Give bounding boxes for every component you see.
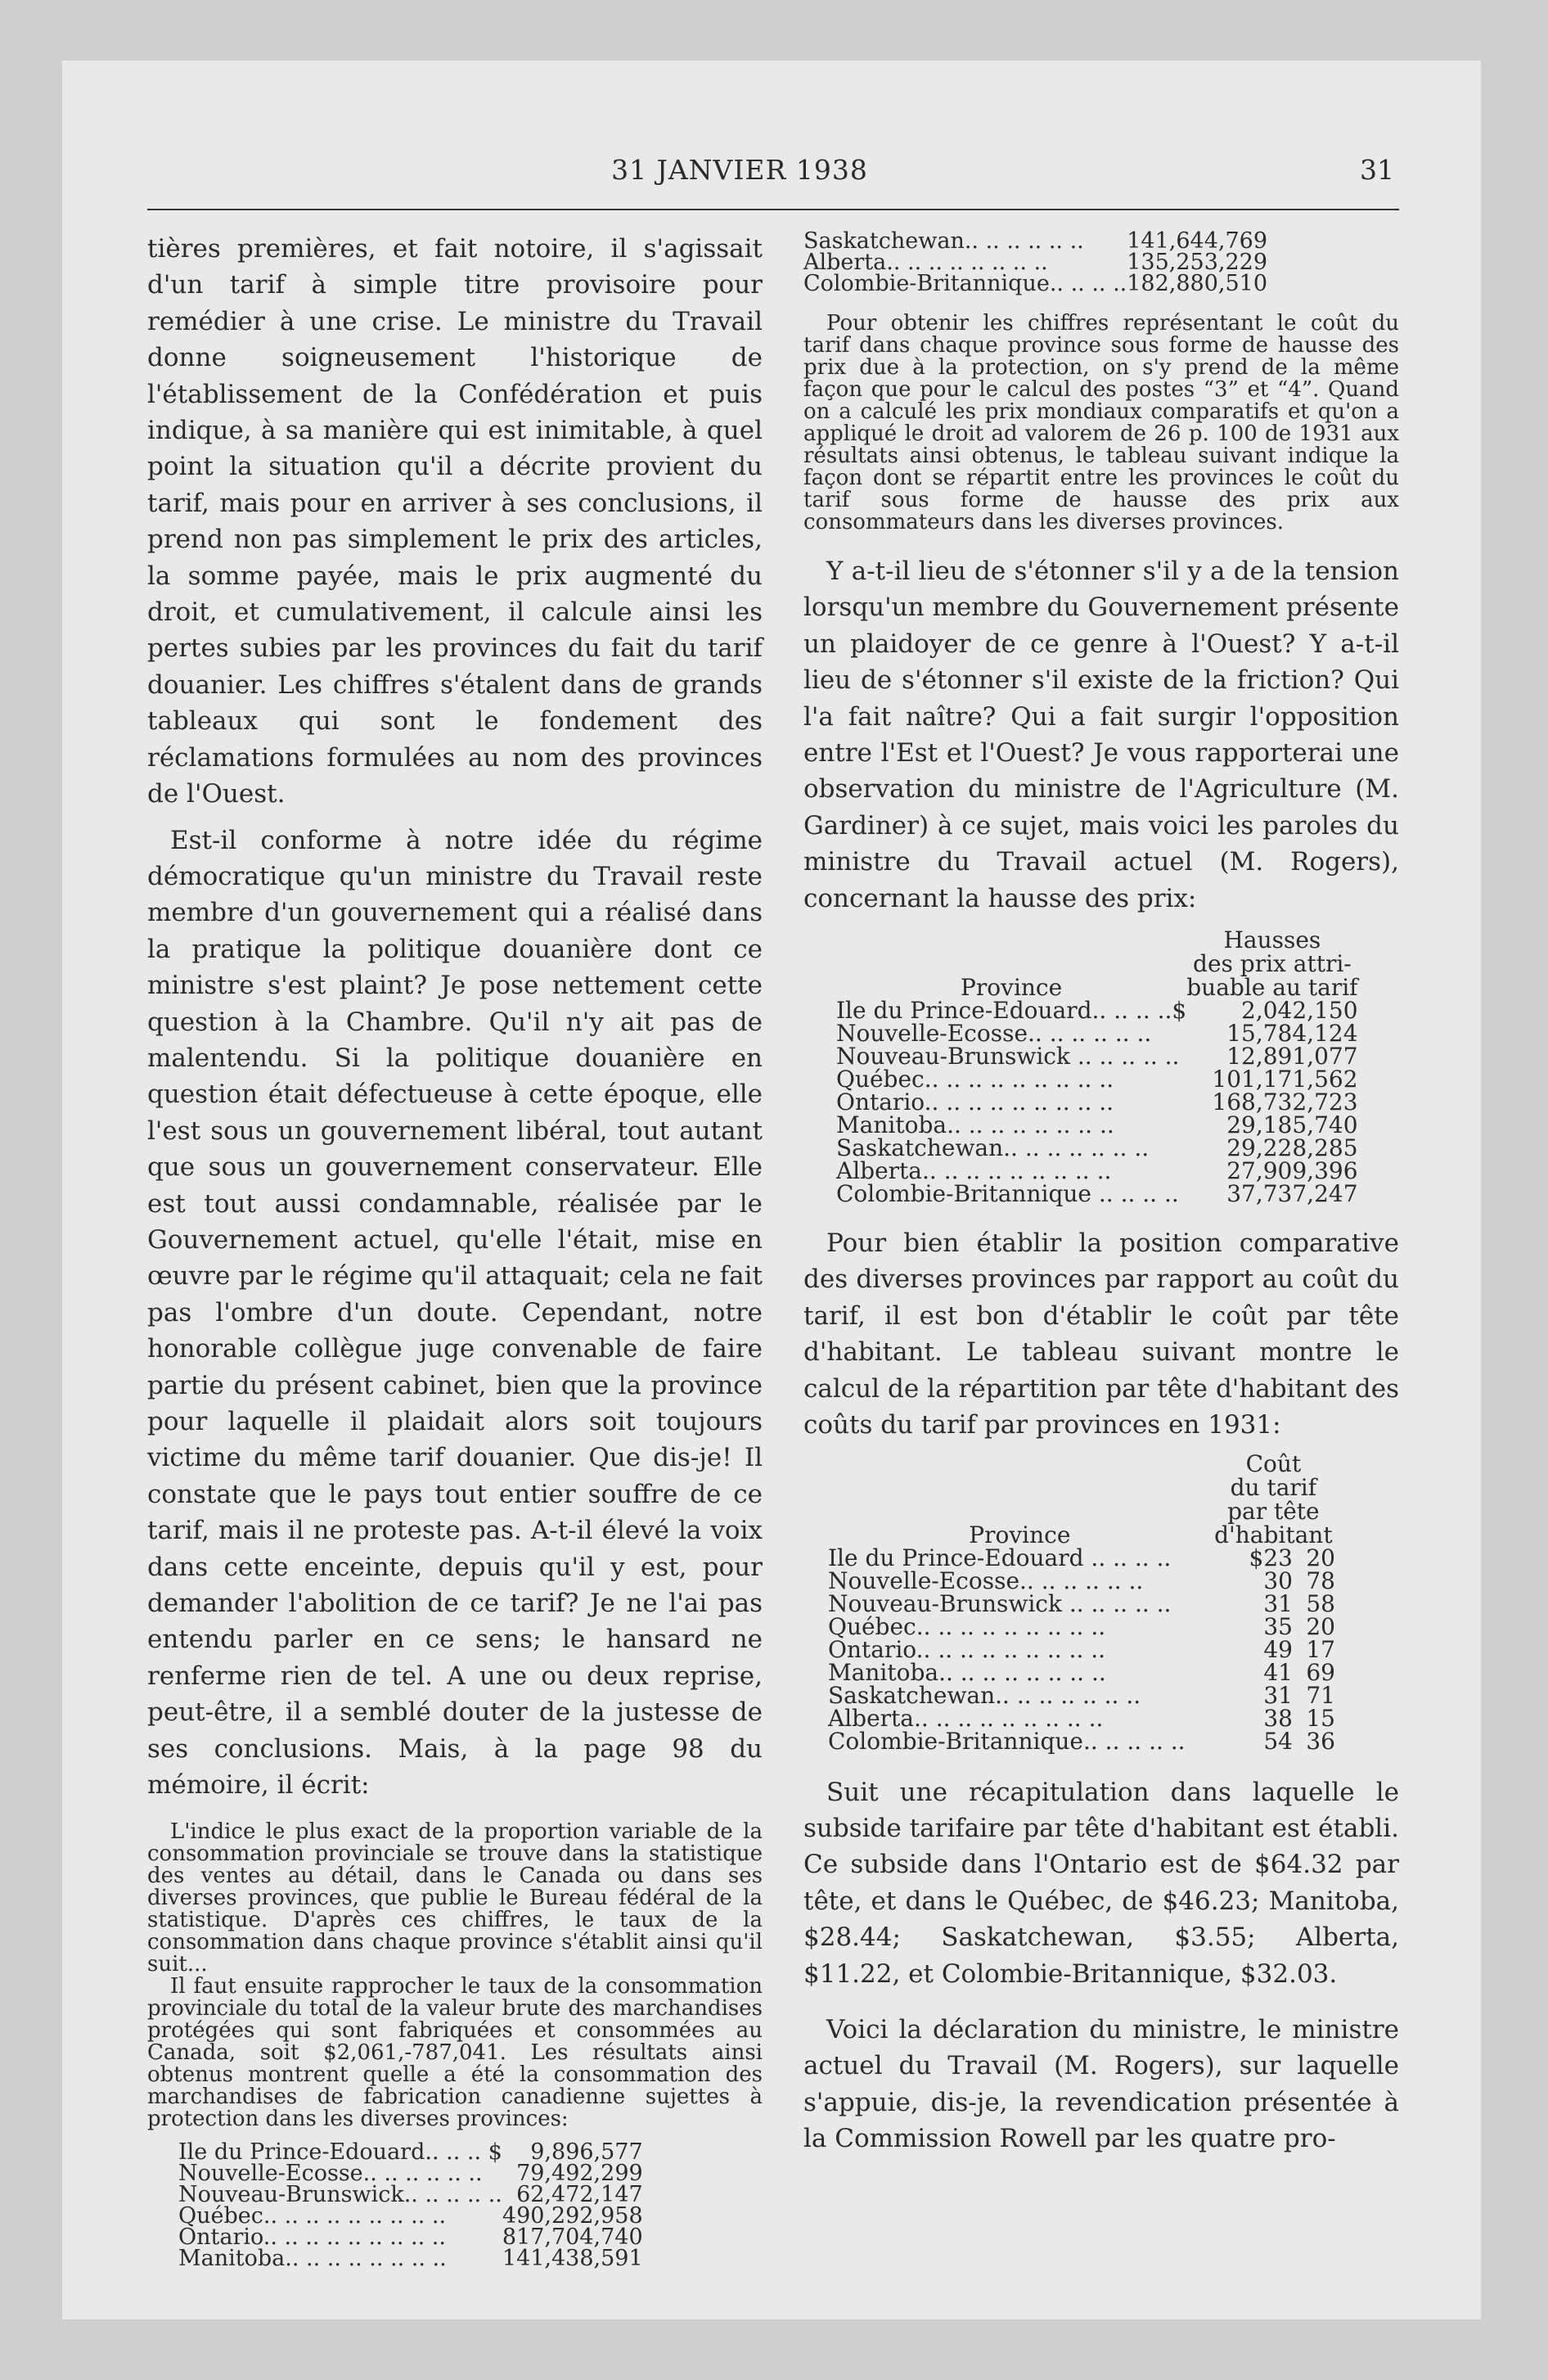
column-header [1186, 926, 1358, 1002]
value-cell: 29,228,285 [1226, 1134, 1358, 1162]
table-row [836, 1183, 1358, 1206]
table-row [836, 1045, 1358, 1068]
value-cell: 168,732,723 [1212, 1089, 1358, 1116]
province-cell: Ile du Prince-Edouard .. .. .. .. [828, 1544, 1172, 1571]
table-row [836, 1022, 1358, 1045]
province-cell: Manitoba.. .. .. .. .. .. .. .. [828, 1658, 1106, 1686]
province-cell: Alberta.. .. .. .. .. .. .. .. .. [836, 1157, 1112, 1185]
header-rule [147, 209, 1399, 210]
table-row [836, 1160, 1358, 1183]
paragraph: Est-il conforme à notre idée du régime démocratique qu'un ministre du Travail reste membre d'un gouvernement qui a réalisé dans la pratique la politique douanière dont ce ministre s'est plaint? Je pose nettement cette question à la Chambre. Qu'il n'y ait pas de malentendu. Si la politique douanière en question était défectueuse à cette époque, elle l'est sous un gouvernement libéral, tout autant que sous un gouvernement conservateur. Elle est tout aussi condamnable, réalisée par le Gouvernement actuel, qu'elle l'était, mise en œuvre par le régime qu'il attaquait; cela ne fait pas l'ombre d'un doute. Cependant, notre honorable collègue juge convenable de faire partie du présent cabinet, bien que la province pour laquelle il plaidait alors soit toujours victime du même tarif douanier. Que dis-je! Il constate que le pays tout entier souffre de ce tarif, mais il ne proteste pas. A-t-il élevé la voix dans cette enceinte, depuis qu'il y est, pour demander l'abolition de ce tarif? Je ne l'ai pas entendu parler en ce sens; le hansard ne renferme rien de tel. A une ou deux reprise, peut-être, il a semblé douter de la justesse de ses conclusions. Mais, à la page 98 du mémoire, il écrit: [147, 825, 763, 1801]
header-line: Coût [1245, 1449, 1302, 1477]
table-row [828, 1547, 1335, 1570]
cents-cell: 69 [1306, 1658, 1335, 1686]
value-cell: 12,891,077 [1226, 1043, 1358, 1071]
province-cell: Alberta.. .. .. .. .. .. .. .. .. [828, 1704, 1104, 1732]
column-header: Province [961, 974, 1063, 1002]
page-header [85, 97, 1394, 186]
value-cell: 2,042,150 [1241, 997, 1358, 1025]
table-row [803, 273, 1267, 295]
province-cell: Saskatchewan.. .. .. .. .. .. [803, 228, 1084, 254]
table-row [828, 1616, 1335, 1639]
table-header-row [828, 1452, 1335, 1547]
table-row [828, 1661, 1335, 1684]
province-cell: Nouveau-Brunswick .. .. .. .. .. [836, 1043, 1180, 1071]
province-cell: Québec.. .. .. .. .. .. .. .. .. [178, 2203, 447, 2229]
table-row [836, 1091, 1358, 1114]
province-cell: Nouveau-Brunswick .. .. .. .. .. [828, 1589, 1172, 1617]
value-cell: 37,737,247 [1226, 1180, 1358, 1208]
per-capita-table [828, 1449, 1335, 1755]
consumption-table [178, 2139, 643, 2272]
paragraph: Y a-t-il lieu de s'étonner s'il y a de la tension lorsqu'un membre du Gouvernement présente un plaidoyer de ce genre à l'Ouest? Y a-t-il lieu de s'étonner s'il existe de la friction? Qui l'a fait naître? Qui a fait surgir l'opposition entre l'Est et l'Ouest? Je vous rapporterai une observation du ministre de l'Agriculture (M. Gardiner) à ce sujet, mais voici les paroles du ministre du Travail actuel (M. Rogers), concernant la hausse des prix: [803, 557, 1399, 913]
header-line: par tête [1227, 1497, 1320, 1525]
quotation: Il faut ensuite rapprocher le taux de la consommation provinciale du total de la valeur brute des marchandises protégées qui sont fabriquées et consommées au Canada, soit $2,061,-787,041. Les résultats ainsi obtenus montrent quelle a été la consommation des marchandises de fabrication canadienne sujettes à protection dans les diverses provinces: [147, 1974, 763, 2132]
header-line: Hausses [1223, 926, 1321, 954]
cents-cell: 20 [1306, 1544, 1335, 1571]
left-column [147, 231, 763, 2270]
header-line: du tarif [1230, 1473, 1317, 1501]
table-row [836, 1068, 1358, 1091]
header-date: 31 JANVIER 1938 [611, 154, 868, 186]
value-cell: 62,472,147 [516, 2182, 643, 2208]
paragraph: Voici la déclaration du ministre, le ministre actuel du Travail (M. Rogers), sur laquelle s'appuie, dis-je, la revendication présentée à la Commission Rowell par les quatre pro- [803, 2014, 1399, 2154]
table-row [178, 2248, 643, 2270]
table-header-row [836, 928, 1358, 999]
province-cell: Québec.. .. .. .. .. .. .. .. .. [828, 1612, 1106, 1640]
province-cell: Colombie-Britannique.. .. .. .. [803, 271, 1127, 296]
paragraph: Pour bien établir la position comparative des diverses provinces par rapport au coût du tarif, il est bon d'établir le coût par tête d'habitant. Le tableau suivant montre le calcul de la répartition par tête d'habitant des coûts du tarif par provinces en 1931: [803, 1228, 1399, 1440]
consumption-table-continued [803, 228, 1268, 296]
province-cell: Ontario.. .. .. .. .. .. .. .. .. [836, 1089, 1114, 1116]
province-cell: Ontario.. .. .. .. .. .. .. .. .. [828, 1635, 1106, 1663]
value-cell: 817,704,740 [502, 2224, 643, 2251]
table-row [828, 1730, 1335, 1753]
province-cell: Saskatchewan.. .. .. .. .. .. .. [836, 1134, 1150, 1162]
dollars-cell: 41 [1263, 1658, 1293, 1686]
table-row [836, 1114, 1358, 1137]
cents-cell: 36 [1306, 1727, 1335, 1755]
cents-cell: 15 [1306, 1704, 1335, 1732]
cents-cell: 58 [1306, 1589, 1335, 1617]
dollars-cell: 31 [1263, 1681, 1293, 1709]
cents-cell: 78 [1306, 1566, 1335, 1594]
price-increase-table [836, 928, 1358, 1206]
province-cell: Ile du Prince-Edouard.. .. .. $ [178, 2139, 502, 2166]
dollars-cell: 35 [1263, 1612, 1293, 1640]
table-row [828, 1593, 1335, 1616]
column-header [1212, 1449, 1335, 1548]
province-cell: Ile du Prince-Edouard.. .. .. ..$ [836, 997, 1187, 1025]
value-cell: 141,644,769 [1127, 228, 1268, 254]
header-line: d'habitant [1214, 1521, 1333, 1548]
right-column [803, 228, 1399, 2157]
value-cell: 182,880,510 [1127, 271, 1268, 296]
dollars-cell: 38 [1263, 1704, 1293, 1732]
province-cell: Nouveau-Brunswick.. .. .. .. .. [178, 2182, 502, 2208]
province-cell: Manitoba.. .. .. .. .. .. .. .. [836, 1111, 1114, 1139]
dollars-cell: 30 [1263, 1566, 1293, 1594]
cents-cell: 20 [1306, 1612, 1335, 1640]
value-cell: 15,784,124 [1226, 1020, 1358, 1048]
paragraph: Suit une récapitulation dans laquelle le subside tarifaire par tête d'habitant est établi. Ce subside dans l'Ontario est de $64.32 par tête, et dans le Québec, de $46.23; Manitoba, $28.44; Saskatchewan, $3.55; Alberta, $11.22, et Colombie-Britannique, $32.03. [803, 1777, 1399, 1989]
value-cell: 135,253,229 [1127, 250, 1268, 275]
header-line: buable au tarif [1186, 974, 1358, 1002]
table-row [828, 1639, 1335, 1661]
province-cell: Ontario.. .. .. .. .. .. .. .. .. [178, 2224, 446, 2251]
cents-cell: 17 [1306, 1635, 1335, 1663]
value-cell: 29,185,740 [1226, 1111, 1358, 1139]
value-cell: 79,492,299 [516, 2161, 643, 2187]
header-line: des prix attri- [1193, 950, 1352, 978]
paragraph: tières premières, et fait notoire, il s'agissait d'un tarif à simple titre provisoire pour remédier à une crise. Le ministre du Travail donne soigneusement l'historique de l'établissement de la Confédération et puis indique, à sa manière qui est inimitable, à quel point la situation qu'il a décrite provient du tarif, mais pour en arriver à ses conclusions, il prend non pas simplement le prix des articles, la somme payée, mais le prix augmenté du droit, et cumulativement, il calcule ainsi les pertes subies par les provinces du fait du tarif douanier. Les chiffres s'étalent dans de grands tableaux qui sont le fondement des réclamations formulées au nom des provinces de l'Ouest. [147, 234, 763, 809]
table-row [828, 1707, 1335, 1730]
table-row [836, 999, 1358, 1022]
table-row [836, 1137, 1358, 1160]
province-cell: Colombie-Britannique .. .. .. .. [836, 1180, 1179, 1208]
dollars-cell: 31 [1263, 1589, 1293, 1617]
value-cell: 9,896,577 [530, 2139, 643, 2166]
province-cell: Québec.. .. .. .. .. .. .. .. .. [836, 1066, 1114, 1093]
table-row [828, 1570, 1335, 1593]
column-header: Province [969, 1521, 1071, 1548]
quotation: Pour obtenir les chiffres représentant le coût du tarif dans chaque province sous forme de hausse des prix due à la protection, on s'y prend de la même façon que pour le calcul des postes “3” et “4”. Quand on a calculé les prix mondiaux comparatifs et qu'on a appliqué le droit ad valorem de 26 p. 100 de 1931 aux résultats ainsi obtenus, le tableau suivant indique la façon dont se répartit entre les provinces le coût du tarif sous forme de hausse des prix aux consommateurs dans les diverses provinces. [803, 311, 1399, 534]
province-cell: Nouvelle-Ecosse.. .. .. .. .. .. [828, 1566, 1144, 1594]
quotation: L'indice le plus exact de la proportion variable de la consommation provinciale se trouve dans la statistique des ventes au détail, dans le Canada ou dans ses diverses provinces, que publie le Bureau fédéral de la statistique. D'après ces chiffres, le taux de la consommation dans chaque province s'établit ainsi qu'il suit... [147, 1819, 763, 1977]
province-cell: Nouvelle-Ecosse.. .. .. .. .. .. [836, 1020, 1152, 1048]
province-cell: Manitoba.. .. .. .. .. .. .. .. [178, 2246, 447, 2272]
value-cell: 141,438,591 [502, 2246, 643, 2272]
dollars-cell: $23 [1249, 1544, 1293, 1571]
value-cell: 27,909,396 [1226, 1157, 1358, 1185]
province-cell: Nouvelle-Ecosse.. .. .. .. .. .. [178, 2161, 483, 2187]
table-row [828, 1684, 1335, 1707]
dollars-cell: 49 [1263, 1635, 1293, 1663]
page-number: 31 [1360, 154, 1394, 186]
value-cell: 101,171,562 [1212, 1066, 1358, 1093]
dollars-cell: 54 [1263, 1727, 1293, 1755]
province-cell: Saskatchewan.. .. .. .. .. .. .. [828, 1681, 1141, 1709]
province-cell: Colombie-Britannique.. .. .. .. .. [828, 1727, 1186, 1755]
cents-cell: 71 [1306, 1681, 1335, 1709]
value-cell: 490,292,958 [502, 2203, 643, 2229]
province-cell: Alberta.. .. .. .. .. .. .. .. [803, 250, 1048, 275]
